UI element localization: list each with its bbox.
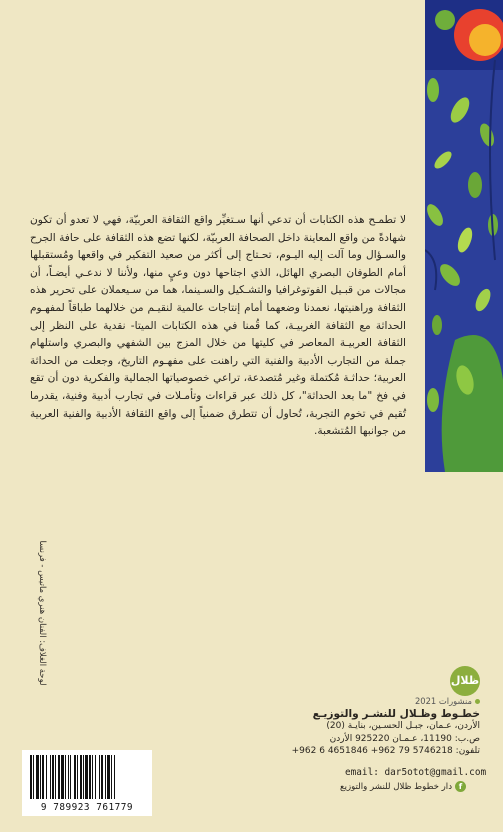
caption-text: لوحة الغلاف: الفنان هنري ماتيس - فرنسا bbox=[37, 540, 47, 686]
barcode-bar bbox=[42, 755, 44, 799]
publisher-address: الأردن، عـمان، جبـل الحسـين، بنايـة (20) bbox=[326, 721, 480, 732]
publisher-logo bbox=[450, 666, 480, 696]
barcode-bar bbox=[80, 755, 82, 799]
blurb-paragraph: لا تطمـح هذه الكتابات أن تدعي أنها سـتغيِّر واقع الثقافة العربيّة، فهي لا تعدو أن تكون شهادةً من واقع المعاينة داخل الصحافة العربيّة، لكنها تضع هذه الثقافة على حافة الجرح والسـؤال وما آلت إليه اليـوم، تحـتاج إلى أكثر من صعيد التفكير في واقعها ومُستقبلها أمام الطوفان البصري الهائل، الذي اجتاحها دون وعيٍ منها، ولأننا لا ندعـي أيضـاً، أن مجالات من قبـيل الفوتوغرافيا والتشـكيل والسـينما، هما من سـيعملان على تحرير هذه الثقافة وراهنيتها، نعمدنا وضعهما أمام إنتاجات عالمية لنقيـم من خلالهما طباقاً لمفهـوم الحداثة مع الثقافة الغربيـة، كما قُمنا في هذه الكتابات الميتا- نقدية على النظر إلى الثقافة العربيـة المعاصر في كليتها من خلال المزج بين الشفهي والبصري واستلهام جملة من التجارب الأدبية والفنية التي راهنت على مفهـوم التاريخ، وجعلت من الحداثة العربية؛ حداثـة مُكتملة وغير مُتصدعة، تراعي خصوصياتها الجمالية والفكرية دون أن تقع في فخ "ما بعد الحداثة"، كل ذلك عبر قراءات وتأمـلات في تجارب أدبية وفنية، يقدرما تُقيم في تخوم التجربة، تُحاول أن تتطرق ضمنياً إلى واقع الثقافة الأدبية والفنية العربية من جوانبها المُتشعبة. bbox=[30, 214, 406, 438]
barcode-bar bbox=[101, 755, 103, 799]
cover-painting-caption bbox=[34, 540, 50, 686]
barcode-bar bbox=[33, 755, 34, 799]
barcode-bar bbox=[55, 755, 56, 799]
publisher-email: email: dar5otot@gmail.com bbox=[345, 767, 487, 778]
barcode-bar bbox=[95, 755, 96, 799]
barcode-bar bbox=[61, 755, 64, 799]
barcode-bar bbox=[111, 755, 112, 799]
barcode-bar bbox=[77, 755, 78, 799]
barcode-bar bbox=[89, 755, 91, 799]
barcode-bar bbox=[50, 755, 51, 799]
barcode-bar bbox=[99, 755, 100, 799]
barcode-bar bbox=[65, 755, 66, 799]
isbn-number: 9 789923 761779 bbox=[40, 802, 134, 813]
barcode-bar bbox=[30, 755, 32, 799]
isbn-barcode bbox=[22, 750, 152, 816]
barcode-bar bbox=[85, 755, 88, 799]
barcode-bar bbox=[70, 755, 71, 799]
barcode-bar bbox=[74, 755, 76, 799]
barcode-bar bbox=[36, 755, 39, 799]
barcode-bar bbox=[46, 755, 47, 799]
back-cover-blurb bbox=[30, 212, 406, 441]
bullet-dot bbox=[475, 699, 480, 704]
publisher-info bbox=[291, 695, 480, 758]
publication-year: منشورات 2021 bbox=[300, 695, 480, 708]
facebook-icon: f bbox=[455, 781, 466, 792]
publisher-facebook: fدار خطوط ظلال للنشر والتوزيع bbox=[340, 781, 466, 792]
barcode-bar bbox=[40, 755, 41, 799]
publisher-phone: تلفون: 5746218 79 962+ 4651846 6 962+ bbox=[291, 746, 480, 757]
barcode-bars bbox=[28, 755, 146, 801]
barcode-bar bbox=[52, 755, 54, 799]
barcode-bar bbox=[107, 755, 110, 799]
barcode-bar bbox=[114, 755, 115, 799]
publisher-pobox: ص.ب: 11190، عـمـان 925220 الأردن bbox=[329, 733, 480, 744]
barcode-bar bbox=[68, 755, 69, 799]
barcode-bar bbox=[58, 755, 60, 799]
barcode-bar bbox=[83, 755, 84, 799]
cover-artwork bbox=[425, 0, 503, 472]
barcode-bar bbox=[92, 755, 93, 799]
publisher-name: خطـوط وظـلال للنشـر والتوزيـع bbox=[312, 707, 480, 720]
logo-text: ظلال bbox=[450, 674, 480, 687]
barcode-bar bbox=[105, 755, 106, 799]
